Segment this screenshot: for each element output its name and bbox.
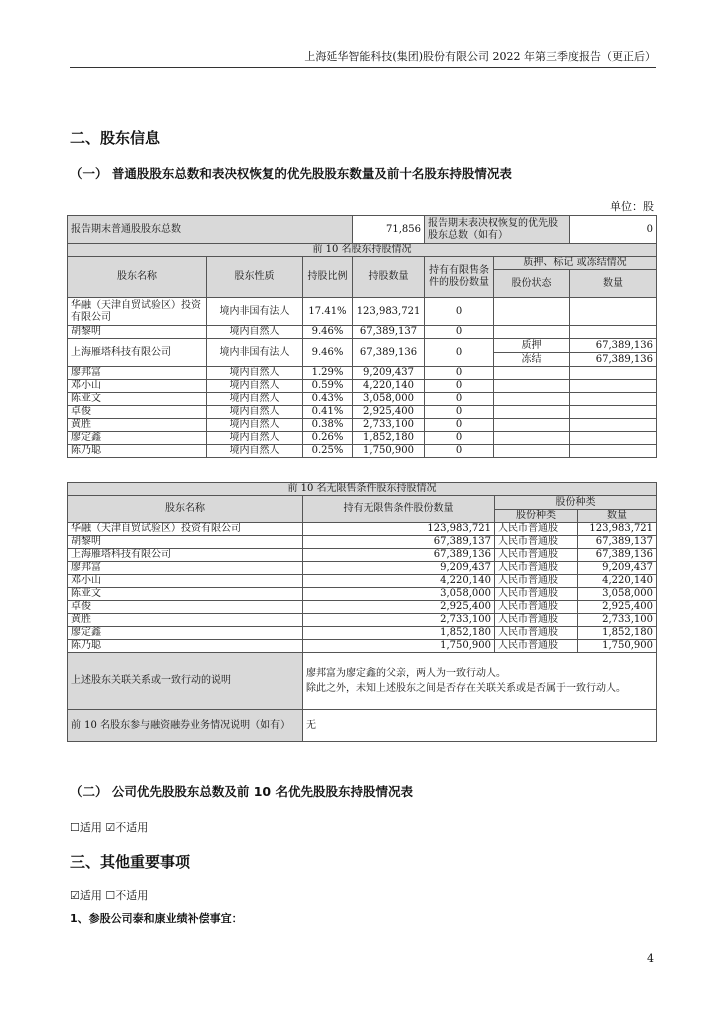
cell-name: 陈亚文 [68,588,303,601]
page-header: 上海延华智能科技(集团)股份有限公司 2022 年第三季度报告（更正后） [304,50,656,63]
table-row [68,393,657,406]
cell-type: 人民币普通股 [495,562,578,575]
cell-type: 人民币普通股 [495,640,578,653]
cell-status [494,406,570,419]
preferred-applicability-checkbox: ☐适用 ☑不适用 [70,821,149,834]
cell-restricted: 0 [425,367,494,380]
cell-status [494,298,570,326]
cell-nature: 境内自然人 [207,432,303,445]
table-row [68,432,657,445]
cell-count: 1,852,180 [578,627,657,640]
table-row [68,367,657,380]
table-row [68,406,657,419]
related-parties-text: 廖邦富为廖定鑫的父亲，两人为一致行动人。 除此之外，未知上述股东之间是否存在关联关系或是否属于一致行动人。 [303,653,657,710]
related-parties-label: 上述股东关联关系或一致行动的说明 [68,653,303,710]
table-row [68,419,657,432]
preferred-shareholders-value: 0 [570,216,657,244]
table-row [68,380,657,393]
cell-type: 人民币普通股 [495,601,578,614]
cell-count [570,419,657,432]
table-row [68,575,657,588]
cell-qty: 1,750,900 [303,640,495,653]
cell-count [570,298,657,326]
cell-qty: 2,925,400 [303,601,495,614]
cell-count: 67,389,136 [570,353,657,367]
cell-count [570,393,657,406]
cell-restricted: 0 [425,380,494,393]
cell-nature: 境内非国有法人 [207,339,303,367]
cell-name: 邓小山 [68,380,207,393]
header-divider [70,67,656,68]
col-header-unrestricted-qty: 持有无限售条件股份数量 [303,496,495,523]
cell-qty: 4,220,140 [353,380,425,393]
cell-type: 人民币普通股 [495,523,578,536]
cell-count: 1,750,900 [578,640,657,653]
col-header-status: 股份状态 [494,270,570,298]
table-row [68,523,657,536]
table-row [68,298,657,326]
cell-ratio: 0.26% [303,432,353,445]
cell-status: 质押 [494,339,570,353]
cell-count: 2,925,400 [578,601,657,614]
cell-type: 人民币普通股 [495,536,578,549]
cell-restricted: 0 [425,326,494,339]
table-row [68,549,657,562]
cell-count [570,367,657,380]
cell-qty: 67,389,137 [303,536,495,549]
cell-count [570,326,657,339]
cell-status [494,432,570,445]
top10-shareholders-table [67,215,657,458]
unit-label: 单位：股 [610,200,654,213]
col-header-nature: 股东性质 [207,257,303,298]
cell-qty: 123,983,721 [303,523,495,536]
table-row [68,601,657,614]
cell-qty: 1,852,180 [303,627,495,640]
cell-ratio: 9.46% [303,339,353,367]
cell-qty: 67,389,137 [353,326,425,339]
cell-count: 123,983,721 [578,523,657,536]
unrestricted-title: 前 10 名无限售条件股东持股情况 [68,483,657,496]
cell-status [494,380,570,393]
cell-nature: 境内自然人 [207,393,303,406]
cell-qty: 9,209,437 [303,562,495,575]
cell-qty: 2,733,100 [353,419,425,432]
cell-count [570,406,657,419]
col-header-restricted: 持有有限售条件的股份数量 [425,257,494,298]
cell-status [494,393,570,406]
table-row [68,588,657,601]
col-header-qty: 持股数量 [353,257,425,298]
cell-name: 廖邦富 [68,562,303,575]
cell-name: 华融（天津自贸试验区）投资有限公司 [68,298,207,326]
cell-ratio: 0.41% [303,406,353,419]
item-1-heading: 1、参股公司泰和康业绩补偿事宜： [70,912,243,925]
subsection-title-common-shareholders: （一） 普通股股东总数和表决权恢复的优先股股东数量及前十名股东持股情况表 [70,166,512,181]
cell-nature: 境内自然人 [207,445,303,458]
cell-ratio: 9.46% [303,326,353,339]
cell-ratio: 17.41% [303,298,353,326]
cell-count: 4,220,140 [578,575,657,588]
cell-nature: 境内非国有法人 [207,298,303,326]
cell-ratio: 0.25% [303,445,353,458]
cell-nature: 境内自然人 [207,419,303,432]
cell-restricted: 0 [425,339,494,367]
col-header-pledge: 质押、标记 或冻结情况 [494,257,657,270]
cell-qty: 2,733,100 [303,614,495,627]
col-header-count: 数量 [570,270,657,298]
cell-restricted: 0 [425,432,494,445]
table-row [68,614,657,627]
cell-name: 上海雁塔科技有限公司 [68,339,207,367]
top10-title: 前 10 名股东持股情况 [68,244,657,257]
section-title-other-matters: 三、其他重要事项 [70,853,191,871]
cell-name: 卓俊 [68,406,207,419]
total-shareholders-label: 报告期末普通股股东总数 [68,216,353,244]
cell-name: 胡黎明 [68,326,207,339]
cell-qty: 9,209,437 [353,367,425,380]
cell-qty: 2,925,400 [353,406,425,419]
cell-restricted: 0 [425,298,494,326]
cell-name: 华融（天津自贸试验区）投资有限公司 [68,523,303,536]
cell-name: 邓小山 [68,575,303,588]
table-row [68,326,657,339]
table-row [68,339,657,353]
total-shareholders-value: 71,856 [353,216,425,244]
cell-restricted: 0 [425,445,494,458]
cell-status [494,445,570,458]
cell-nature: 境内自然人 [207,406,303,419]
margin-trading-label: 前 10 名股东参与融资融券业务情况说明（如有） [68,710,303,742]
cell-qty: 67,389,136 [353,339,425,367]
col-header-count: 数量 [578,510,657,523]
col-header-share-type-group: 股份种类 [495,496,657,510]
cell-status [494,419,570,432]
margin-trading-text: 无 [303,710,657,742]
cell-ratio: 1.29% [303,367,353,380]
preferred-shareholders-label: 报告期末表决权恢复的优先股股东总数（如有） [425,216,570,244]
cell-qty: 123,983,721 [353,298,425,326]
cell-name: 廖定鑫 [68,432,207,445]
cell-name: 黄胜 [68,614,303,627]
cell-name: 黄胜 [68,419,207,432]
page-number: 4 [647,952,654,965]
cell-name: 陈乃聪 [68,640,303,653]
col-header-ratio: 持股比例 [303,257,353,298]
cell-count [570,432,657,445]
cell-status: 冻结 [494,353,570,367]
cell-qty: 67,389,136 [303,549,495,562]
cell-qty: 1,750,900 [353,445,425,458]
cell-qty: 4,220,140 [303,575,495,588]
cell-qty: 3,058,000 [353,393,425,406]
cell-count: 3,058,000 [578,588,657,601]
cell-nature: 境内自然人 [207,326,303,339]
cell-qty: 1,852,180 [353,432,425,445]
cell-count: 67,389,137 [578,536,657,549]
cell-restricted: 0 [425,393,494,406]
cell-count: 67,389,136 [570,339,657,353]
cell-count: 9,209,437 [578,562,657,575]
cell-count: 67,389,136 [578,549,657,562]
cell-type: 人民币普通股 [495,588,578,601]
cell-count [570,445,657,458]
cell-name: 廖邦富 [68,367,207,380]
cell-nature: 境内自然人 [207,367,303,380]
cell-name: 胡黎明 [68,536,303,549]
table-row [68,640,657,653]
other-matters-applicability-checkbox: ☑适用 ☐不适用 [70,889,149,902]
cell-restricted: 0 [425,419,494,432]
cell-nature: 境内自然人 [207,380,303,393]
cell-qty: 3,058,000 [303,588,495,601]
subsection-title-preferred-shareholders: （二） 公司优先股股东总数及前 10 名优先股股东持股情况表 [70,784,413,799]
col-header-share-type: 股份种类 [495,510,578,523]
cell-ratio: 0.38% [303,419,353,432]
cell-name: 上海雁塔科技有限公司 [68,549,303,562]
section-title-shareholders: 二、股东信息 [70,129,161,147]
col-header-name: 股东名称 [68,257,207,298]
cell-name: 陈乃聪 [68,445,207,458]
cell-type: 人民币普通股 [495,575,578,588]
table-row [68,562,657,575]
cell-type: 人民币普通股 [495,627,578,640]
table-row [68,627,657,640]
cell-ratio: 0.59% [303,380,353,393]
cell-name: 廖定鑫 [68,627,303,640]
cell-status [494,326,570,339]
cell-ratio: 0.43% [303,393,353,406]
cell-count [570,380,657,393]
cell-type: 人民币普通股 [495,614,578,627]
top10-unrestricted-table [67,482,657,742]
cell-name: 卓俊 [68,601,303,614]
cell-status [494,367,570,380]
col-header-name: 股东名称 [68,496,303,523]
cell-restricted: 0 [425,406,494,419]
cell-type: 人民币普通股 [495,549,578,562]
cell-count: 2,733,100 [578,614,657,627]
cell-name: 陈亚文 [68,393,207,406]
table-row [68,536,657,549]
table-row [68,445,657,458]
